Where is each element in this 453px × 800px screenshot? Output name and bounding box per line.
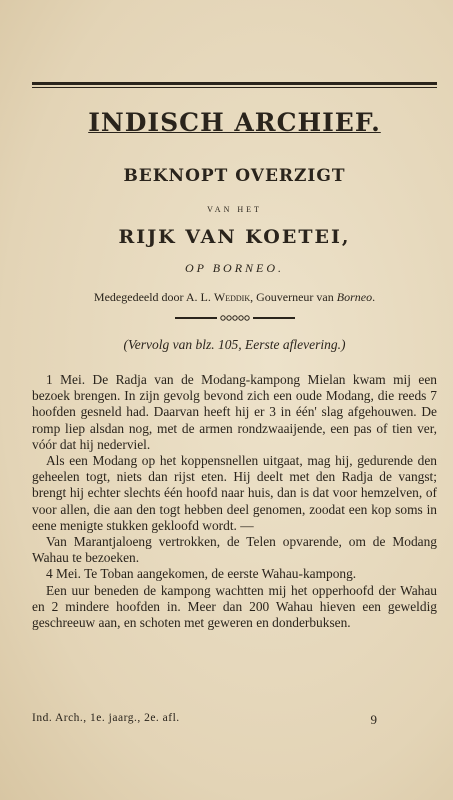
communicated-end: . <box>372 290 376 304</box>
paragraph-2: Als een Modang op het koppensnellen uitgaat, mag hij, gedurende den geheelen togt, niets dan rijst eten. Hij deelt met den Radja de vangst; brengt hij echter slechts één hoofd naar huis, dan is dat voor hemzelven, of voor allen, die aan den togt hebben deel genomen, zoodat een kop soms in eene menigte stukken gekloofd wordt. — <box>32 453 437 533</box>
page-footer <box>32 712 437 728</box>
ornament-divider <box>32 313 437 325</box>
body-text <box>32 372 437 631</box>
article-title: BEKNOPT OVERZIGT <box>123 166 346 186</box>
page-number: 9 <box>370 712 377 727</box>
ornament-icon <box>175 313 295 323</box>
communicated-by-line <box>32 290 437 305</box>
signature-mark: Ind. Arch., 1e. jaarg., 2e. afl. <box>32 712 180 724</box>
communicated-place: Borneo <box>336 290 373 304</box>
continuation-note: (Vervolg van blz. 105, Eerste aflevering.) <box>123 337 346 352</box>
paragraph-4: 4 Mei. Te Toban aangekomen, de eerste Wahau-kampong. <box>46 566 357 582</box>
top-rule-thin <box>32 87 437 88</box>
paragraph-1: 1 Mei. De Radja van de Modang-kampong Mielan kwam mij een bezoek brengen. In zijn gevolg bevond zich een oude Modang, die reeds 7 hoofden gesneld had. Daarvan heeft hij er 3 in één' slag afgehouwen. De romp liep alsdan nog, met de armen rondzwaaijende, een pas of tien ver, vóór dat hij nederviel. <box>32 372 437 452</box>
article-title-connector: VAN HET <box>207 205 262 214</box>
journal-title: INDISCH ARCHIEF. <box>88 108 381 137</box>
communicated-name: Weddik <box>213 290 251 304</box>
article-title-subject: RIJK VAN KOETEI, <box>118 226 351 248</box>
communicated-prefix: Medegedeeld door A. L. <box>93 290 214 304</box>
communicated-suffix: , Gouverneur van <box>250 290 337 304</box>
paragraph-3: Van Marantjaloeng vertrokken, de Telen opvarende, om de Modang Wahau te bezoeken. <box>32 534 437 566</box>
paragraph-5: Een uur beneden de kampong wachtten mij het opperhoofd der Wahau en 2 mindere hoofden in. Meer dan 200 Wahau hieven een geweldig geschreeuw aan, en schoten met geweren en donderbuksen. <box>32 582 437 631</box>
top-rule-thick <box>32 82 437 85</box>
article-title-location: OP BORNEO. <box>184 261 285 275</box>
